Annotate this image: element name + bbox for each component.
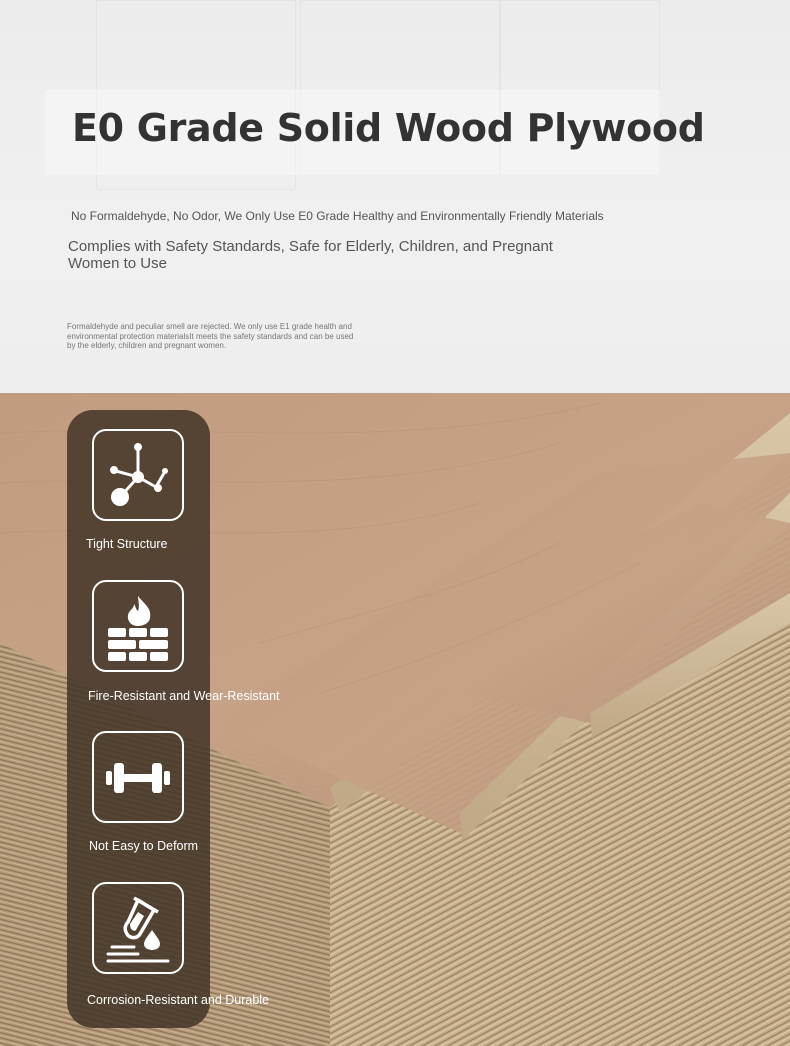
- corrosion-flask-icon: [92, 882, 184, 974]
- small-print: Formaldehyde and peculiar smell are rejected. We only use E1 grade health and environmental protection materialsIt meets the safety standards and can be used by the elderly, children and pregnant women.: [67, 322, 354, 351]
- molecule-icon: [92, 429, 184, 521]
- subtitle: No Formaldehyde, No Odor, We Only Use E0 Grade Healthy and Environmentally Friendly Materials: [71, 209, 604, 223]
- fire-brick-icon: [92, 580, 184, 672]
- feature-label: Not Easy to Deform: [89, 839, 199, 853]
- feature-label: Tight Structure: [86, 537, 168, 551]
- page-title: E0 Grade Solid Wood Plywood: [72, 106, 705, 150]
- header-section: [0, 0, 790, 393]
- tagline: Complies with Safety Standards, Safe for Elderly, Children, and Pregnant Women to Use: [68, 238, 553, 272]
- feature-label: Fire-Resistant and Wear-Resistant: [88, 689, 280, 703]
- dumbbell-icon: [92, 731, 184, 823]
- feature-label: Corrosion-Resistant and Durable: [87, 993, 270, 1007]
